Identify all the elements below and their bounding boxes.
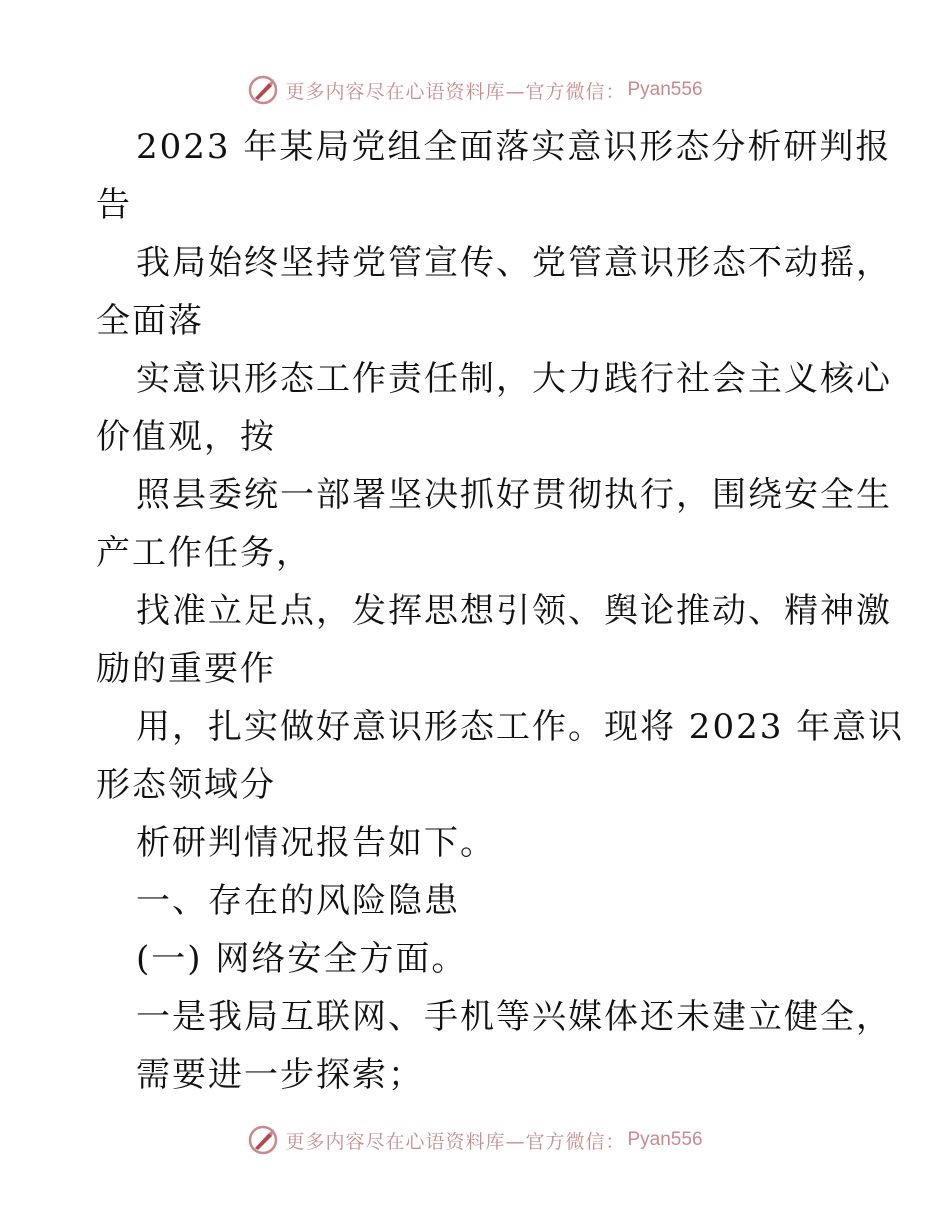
- quill-circle-icon: [247, 74, 279, 106]
- header-watermark: [0, 70, 950, 110]
- paragraph-line: 需要进一步探索；: [136, 1055, 424, 1095]
- paragraph-line: 形态领域分: [96, 765, 276, 805]
- document-title-line-2: 告: [96, 185, 132, 225]
- document-title-line-1: 2023 年某局党组全面落实意识形态分析研判报: [136, 127, 892, 167]
- paragraph-line: 找准立足点，发挥思想引领、舆论推动、精神激: [136, 591, 892, 631]
- subsection-heading: (一) 网络安全方面。: [136, 939, 468, 979]
- paragraph-line: 我局始终坚持党管宣传、党管意识形态不动摇，: [136, 243, 892, 283]
- document-body: [96, 118, 905, 1104]
- section-heading: 一、存在的风险隐患: [136, 881, 460, 921]
- paragraph-line: 析研判情况报告如下。: [136, 823, 496, 863]
- paragraph-line: 产工作任务，: [96, 533, 312, 573]
- footer-watermark: [0, 1120, 950, 1160]
- paragraph-line: 励的重要作: [96, 649, 276, 689]
- watermark-wechat-id: Pyan556: [627, 1129, 703, 1150]
- paragraph-line: 照县委统一部署坚决抓好贯彻执行，围绕安全生: [136, 475, 892, 515]
- paragraph-line: 用，扎实做好意识形态工作。现将 2023 年意识: [136, 707, 905, 747]
- paragraph-line: 一是我局互联网、手机等兴媒体还未建立健全，: [136, 997, 892, 1037]
- paragraph-line: 价值观，按: [96, 417, 276, 457]
- paragraph-line: 实意识形态工作责任制，大力践行社会主义核心: [136, 359, 892, 399]
- paragraph-line: 全面落: [96, 301, 204, 341]
- watermark-wechat-id: Pyan556: [627, 79, 703, 100]
- watermark-text: 更多内容尽在心语资料库—官方微信：: [285, 1130, 626, 1153]
- quill-circle-icon: [247, 1124, 279, 1156]
- watermark-text: 更多内容尽在心语资料库—官方微信：: [285, 80, 626, 103]
